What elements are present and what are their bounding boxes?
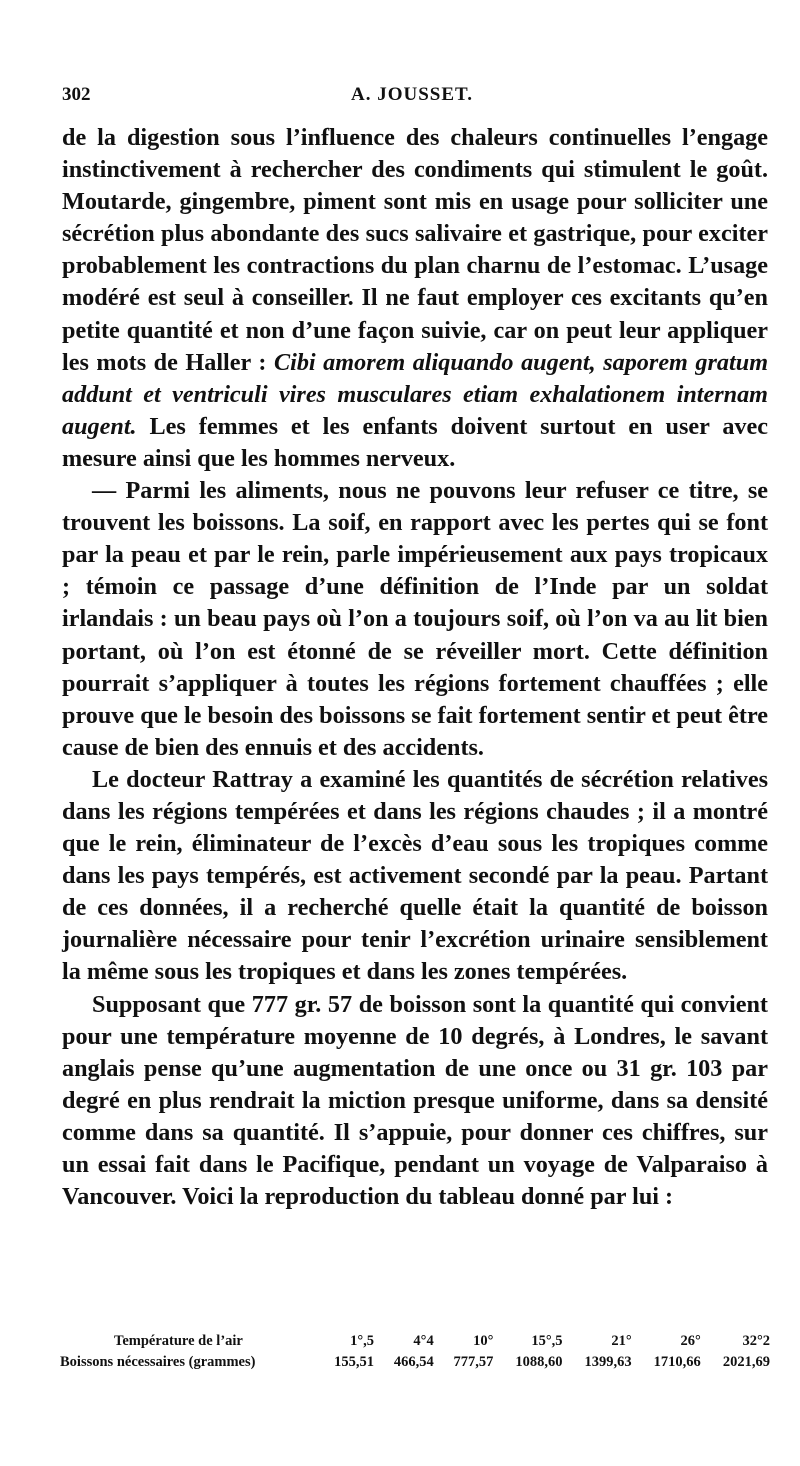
body-text [62,122,768,1213]
table-cell: 466,54 [393,1354,434,1370]
paragraph [62,989,768,1214]
paragraph [62,475,768,764]
paragraph-text: Les femmes et les enfants doivent surtout en user avec mesure ainsi que les hommes nerveux. [62,412,768,472]
paragraph [62,764,768,989]
row-label: Boissons nécessaires (grammes) [60,1354,256,1370]
table-cell: 1399,63 [584,1354,632,1370]
table-cell: 777,57 [453,1354,494,1370]
table-row [60,1331,770,1352]
table-cell: 2021,69 [722,1354,770,1370]
page-header [62,84,762,114]
paragraph-text: de la digestion sous l’influence des chaleurs continuelles l’engage instinctivement à rechercher des condiments qui stimulent le goût. Moutarde, gingembre, piment sont mis en usage pour solliciter une sécrétion plus abondante des sucs salivaire et gastrique, pour exciter probablement les contractions du plan charnu de l’estomac. L’usage modéré est seul à conseiller. Il ne faut employer ces excitants qu’en petite quantité et non d’une façon suivie, car on peut leur appliquer les mots de Haller : [62,124,768,376]
paragraph-text: Le docteur Rattray a examiné les quantités de sécrétion relatives dans les régions tempérées et dans les régions chaudes ; il a montré que le rein, éliminateur de l’excès d’eau sous les tropiques comme dans les pays tempérés, est activement secondé par la peau. Partant de ces données, il a recherché quelle était la quantité de boisson journalière nécessaire pour tenir l’excrétion urinaire sensiblement la même sous les tropiques et dans les zones tempérées. [62,765,768,986]
table-cell: 32°2 [742,1333,770,1349]
table-cell: 21° [611,1333,632,1349]
table-cell: 10° [473,1333,494,1349]
table-row [60,1352,770,1373]
paragraph [62,122,768,475]
table-cell: 1710,66 [653,1354,701,1370]
table-cell: 4°4 [413,1333,434,1349]
table-cell: 15°,5 [531,1333,563,1349]
row-label: Température de l’air [114,1333,243,1349]
running-title: A. JOUSSET. [350,84,474,105]
paragraph-text: — Parmi les aliments, nous ne pouvons leur refuser ce titre, se trouvent les boissons. La soif, en rapport avec les pertes qui se font par la peau et par le rein, parle impérieusement aux pays tropicaux ; témoin ce passage d’une définition de l’Inde par un soldat irlandais : un beau pays où l’on a toujours soif, où l’on va au lit bien portant, où l’on est étonné de se réveiller mort. Cette définition pourrait s’appliquer à toutes les régions fortement chauffées ; elle prouve que le besoin des boissons se fait fortement sentir et peut être cause de bien des ennuis et des accidents. [62,477,768,761]
table-cell: 155,51 [334,1354,375,1370]
data-table [60,1331,770,1373]
page-number: 302 [62,84,91,105]
paragraph-text: Supposant que 777 gr. 57 de boisson sont la quantité qui convient pour une température moyenne de 10 degrés, à Londres, le savant anglais pense qu’une augmentation de une once ou 31 gr. 103 par degré en plus rendrait la miction presque uniforme, dans sa densité comme dans sa quantité. Il s’appuie, pour donner ces chiffres, sur un essai fait dans le Pacifique, pendant un voyage de Valparaiso à Vancouver. Voici la reproduction du tableau donné par lui : [62,990,768,1211]
table-cell: 1°,5 [350,1333,375,1349]
latin-quote: Cibi amorem aliquando augent, saporem gratum addunt et ventriculi vires musculares etiam exhalationem internam augent. [62,348,769,440]
table-cell: 1088,60 [515,1354,563,1370]
table-cell: 26° [680,1333,701,1349]
